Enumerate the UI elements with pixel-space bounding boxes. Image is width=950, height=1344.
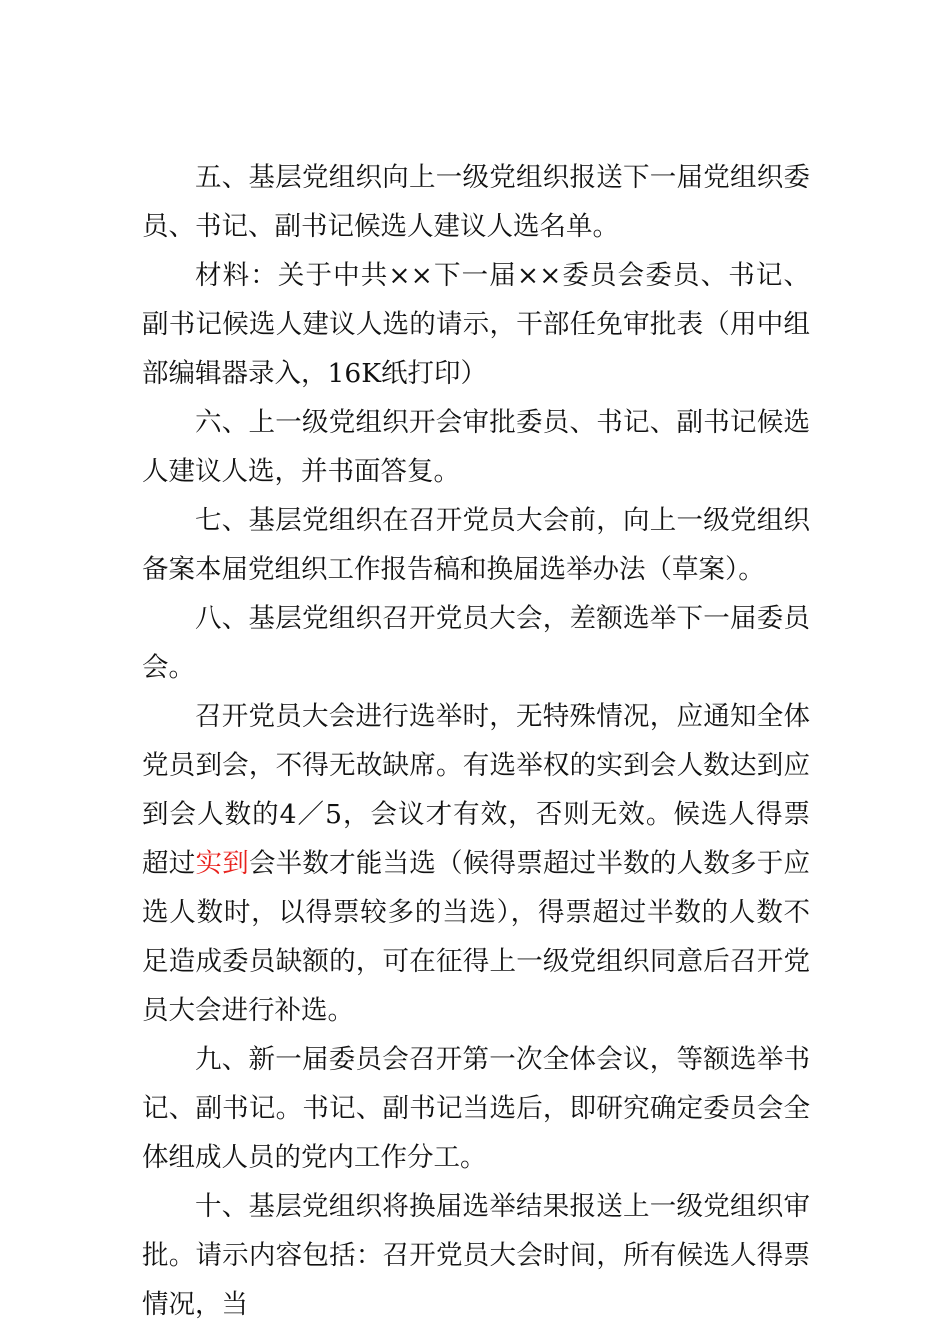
document-body: [142, 153, 810, 1329]
paragraph-materials: 材料：关于中共××下一届××委员会委员、书记、副书记候选人建议人选的请示，干部任免审批表（用中组部编辑器录入，16K纸打印）: [142, 260, 810, 389]
paragraph-step-7: 七、基层党组织在召开党员大会前，向上一级党组织备案本届党组织工作报告稿和换届选举办法（草案）。: [142, 505, 810, 585]
paragraph-step-5: 五、基层党组织向上一级党组织报送下一届党组织委员、书记、副书记候选人建议人选名单。: [142, 162, 810, 242]
highlighted-text: 实到: [195, 848, 249, 879]
paragraph-step-8: 八、基层党组织召开党员大会，差额选举下一届委员会。: [142, 603, 810, 683]
election-rules-text-after: 会半数才能当选（候得票超过半数的人数多于应选人数时，以得票较多的当选），得票超过半数的人数不足造成委员缺额的，可在征得上一级党组织同意后召开党员大会进行补选。: [142, 848, 811, 1026]
paragraph-step-10: 十、基层党组织将换届选举结果报送上一级党组织审批。请示内容包括：召开党员大会时间，所有候选人得票情况，当: [142, 1191, 810, 1320]
election-rules-text-before: 召开党员大会进行选举时，无特殊情况，应通知全体党员到会，不得无故缺席。有选举权的实到会人数达到应到会人数的4／5，会议才有效，否则无效。候选人得票超过: [142, 701, 810, 879]
paragraph-step-6: 六、上一级党组织开会审批委员、书记、副书记候选人建议人选，并书面答复。: [142, 407, 810, 487]
paragraph-step-9: 九、新一届委员会召开第一次全体会议，等额选举书记、副书记。书记、副书记当选后，即研究确定委员会全体组成人员的党内工作分工。: [142, 1044, 810, 1173]
paragraph-election-rules: [142, 692, 810, 1035]
